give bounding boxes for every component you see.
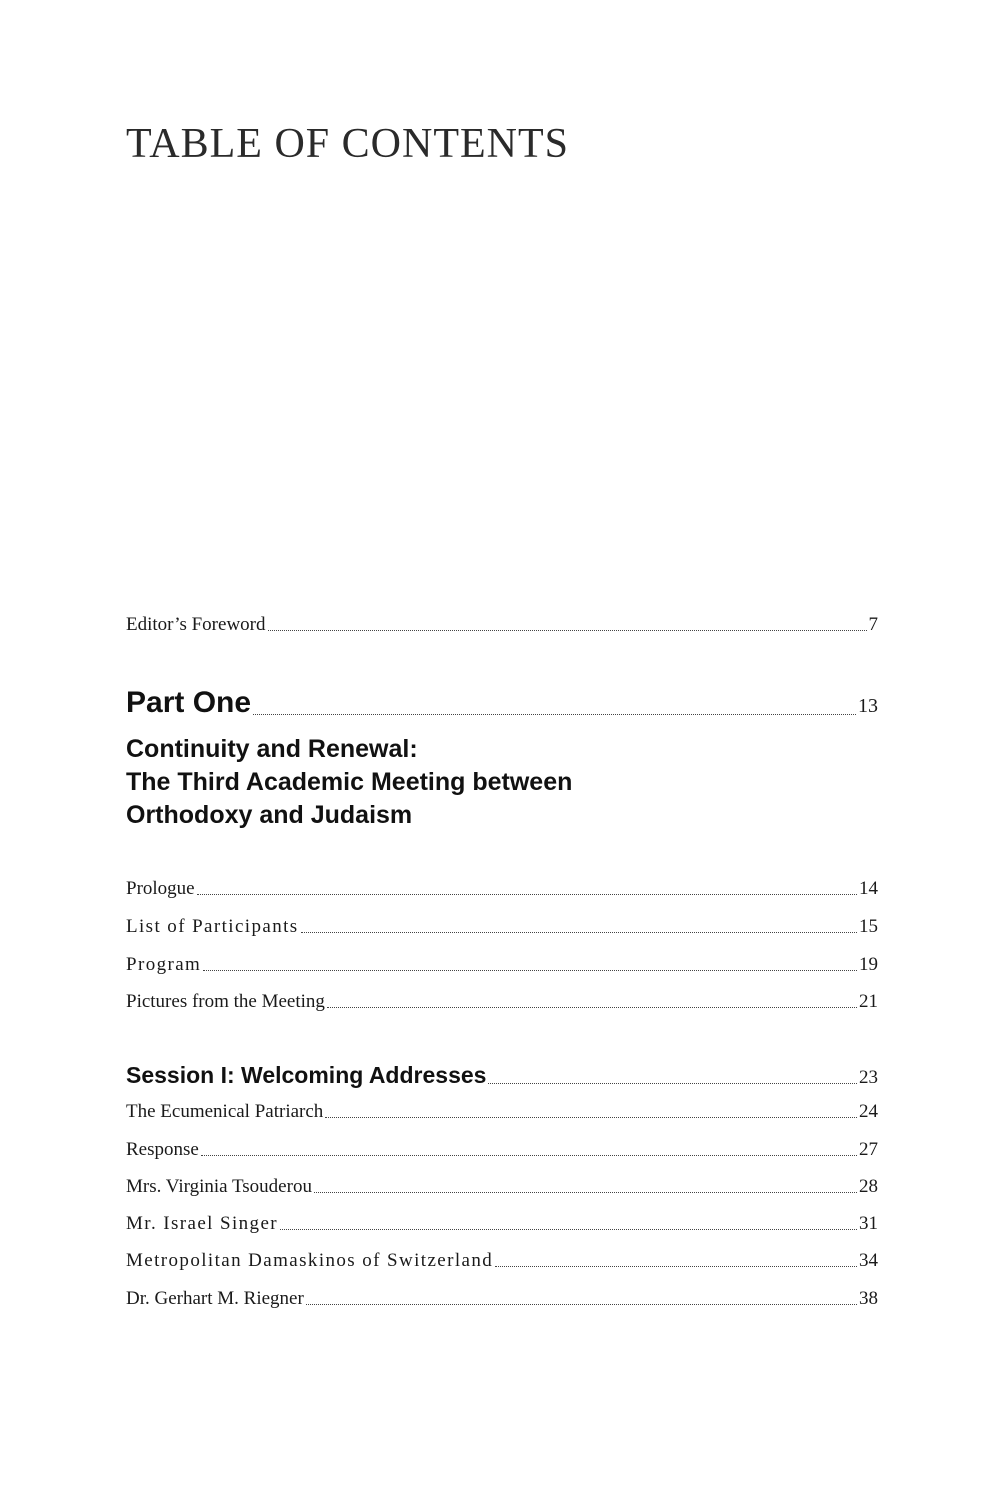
- page-title: TABLE OF CONTENTS: [126, 121, 569, 167]
- dot-leader: [488, 1082, 857, 1084]
- subtitle-line: Continuity and Renewal:: [126, 735, 418, 763]
- entry-page: 7: [868, 614, 878, 635]
- entry-label: The Ecumenical Patriarch: [126, 1101, 324, 1122]
- entry-page: 28: [859, 1176, 878, 1197]
- dot-leader: [201, 1154, 857, 1156]
- entry-page: 13: [858, 695, 878, 717]
- toc-entry-part-one[interactable]: [126, 686, 878, 720]
- dot-leader: [495, 1265, 857, 1267]
- dot-leader: [197, 893, 857, 895]
- dot-leader: [325, 1116, 857, 1118]
- part-heading: Part One: [126, 686, 252, 719]
- entry-label: Prologue: [126, 878, 195, 899]
- subtitle-line: Orthodoxy and Judaism: [126, 801, 413, 829]
- entry-label: List of Participants: [126, 916, 299, 937]
- entry-page: 31: [859, 1213, 878, 1234]
- entry-page: 38: [859, 1288, 878, 1309]
- dot-leader: [306, 1303, 857, 1305]
- toc-entry[interactable]: [126, 916, 878, 938]
- toc-entry[interactable]: [126, 878, 878, 900]
- dot-leader: [314, 1191, 857, 1193]
- toc-entry[interactable]: [126, 1213, 878, 1235]
- dot-leader: [327, 1006, 857, 1008]
- entry-label: Pictures from the Meeting: [126, 991, 325, 1012]
- dot-leader: [268, 629, 867, 631]
- entry-page: 24: [859, 1101, 878, 1122]
- toc-entry[interactable]: [126, 1288, 878, 1310]
- entry-label: Response: [126, 1139, 199, 1160]
- entry-label: Program: [126, 954, 202, 975]
- dot-leader: [253, 713, 856, 715]
- toc-entry[interactable]: [126, 1176, 878, 1198]
- entry-label: Metropolitan Damaskinos of Switzerland: [126, 1250, 494, 1271]
- entry-page: 19: [859, 954, 878, 975]
- dot-leader: [280, 1228, 857, 1230]
- toc-entry-session-one[interactable]: [126, 1062, 878, 1089]
- entry-page: 15: [859, 916, 878, 937]
- entry-page: 34: [859, 1250, 878, 1271]
- session-heading: Session I: Welcoming Addresses: [126, 1062, 487, 1088]
- part-one-subtitle: [126, 733, 726, 832]
- dot-leader: [301, 931, 857, 933]
- entry-page: 27: [859, 1139, 878, 1160]
- toc-entry[interactable]: [126, 1250, 878, 1272]
- toc-entry[interactable]: [126, 1101, 878, 1123]
- entry-label: Dr. Gerhart M. Riegner: [126, 1288, 304, 1309]
- toc-entry[interactable]: [126, 954, 878, 976]
- entry-label: Mr. Israel Singer: [126, 1213, 279, 1234]
- entry-page: 23: [859, 1067, 878, 1088]
- dot-leader: [203, 969, 857, 971]
- toc-entry-foreword[interactable]: [126, 614, 878, 636]
- entry-label: Mrs. Virginia Tsouderou: [126, 1176, 312, 1197]
- entry-page: 14: [859, 878, 878, 899]
- toc-entry[interactable]: [126, 991, 878, 1013]
- entry-page: 21: [859, 991, 878, 1012]
- toc-entry[interactable]: [126, 1139, 878, 1161]
- subtitle-line: The Third Academic Meeting between: [126, 768, 573, 796]
- entry-label: Editor’s Foreword: [126, 614, 266, 635]
